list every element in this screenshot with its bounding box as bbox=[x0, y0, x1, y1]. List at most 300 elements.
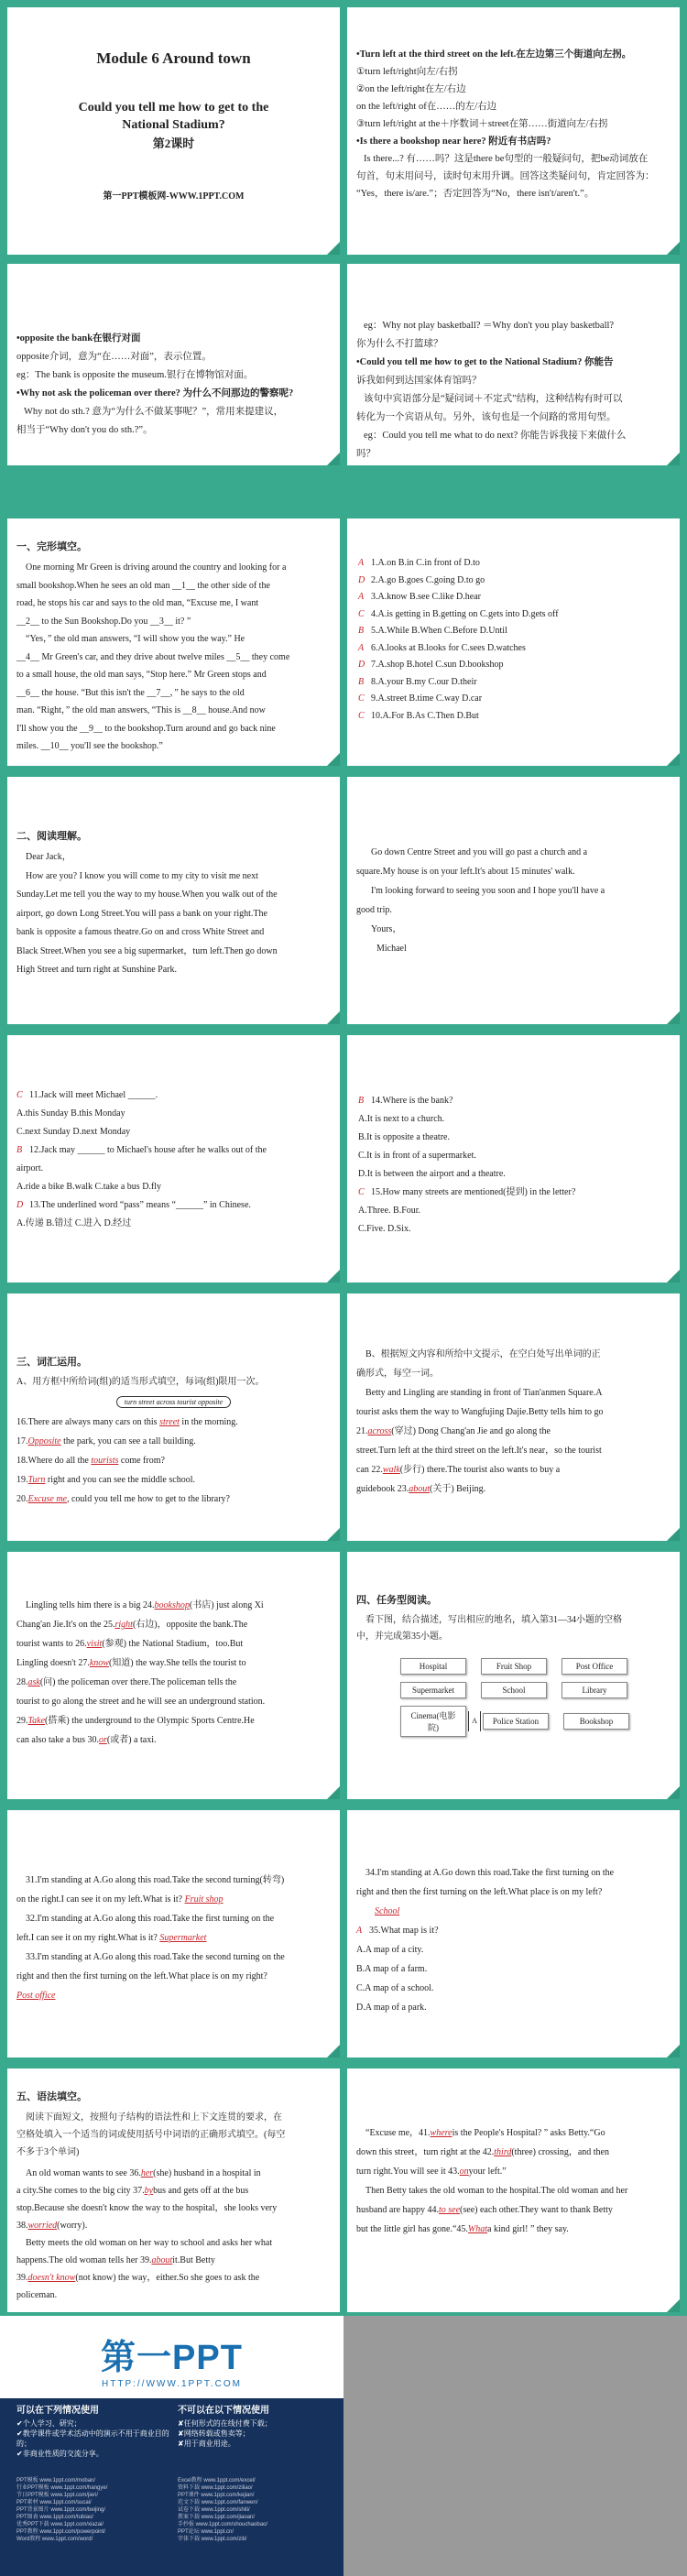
answer-letter: D bbox=[358, 660, 365, 670]
map-place: Fruit Shop bbox=[481, 1658, 547, 1675]
option-text: 3.A.know B.see C.like D.hear bbox=[371, 592, 481, 602]
q-text: (穿过) Dong Chang'an Jie and go along the bbox=[391, 1426, 551, 1436]
corner-decoration bbox=[327, 2045, 340, 2058]
slide-task-questions-2 bbox=[347, 1810, 680, 2058]
map-place: Cinema(电影院) bbox=[400, 1706, 466, 1737]
slide-grammar-fill-1 bbox=[7, 2068, 340, 2312]
q-line bbox=[16, 2165, 331, 2182]
footer-link[interactable]: 行业PPT模板 www.1ppt.com/hangye/ bbox=[16, 2485, 108, 2491]
question-line bbox=[358, 1220, 669, 1239]
passage-line: small bookshop.When he sees an old man __1__ the other side of the bbox=[16, 580, 270, 591]
q-line bbox=[16, 1634, 331, 1654]
q-text: Lingling tells him there is a big 24. bbox=[26, 1600, 155, 1610]
passage bbox=[7, 1552, 340, 1750]
footer-link[interactable]: PPT素材 www.1ppt.com/sucai/ bbox=[16, 2500, 92, 2505]
question-text: 11.Jack will meet Michael ______. bbox=[29, 1090, 158, 1100]
slide-task-questions-1 bbox=[7, 1810, 340, 2058]
question-line bbox=[16, 1086, 331, 1105]
map-diagram bbox=[393, 1654, 671, 1741]
note-line: opposite介词，意为“在……对面”，表示位置。 bbox=[16, 352, 212, 362]
usage-line: ✔非商业性质的交流分享。 bbox=[16, 2450, 104, 2458]
section-heading: 四、任务型阅读。 bbox=[356, 1595, 437, 1606]
option-row bbox=[358, 640, 669, 658]
vocab-b-content bbox=[347, 1293, 680, 1499]
section-heading: 二、阅读理解。 bbox=[16, 831, 87, 842]
letter-line: airport, go down Long Street.You will pass a bank on your right.The bbox=[16, 908, 267, 919]
footer-link[interactable]: 手抄报 www.1ppt.com/shouchaobao/ bbox=[178, 2522, 268, 2527]
letter-line: How are you? I know you will come to my city to visit me next bbox=[26, 870, 258, 881]
question-line bbox=[358, 1165, 669, 1184]
question-line bbox=[16, 1890, 331, 1909]
option-text: C.It is in front of a supermarket. bbox=[358, 1151, 476, 1161]
q-text: come from? bbox=[118, 1456, 165, 1466]
option-row bbox=[358, 691, 669, 708]
passage-line: __6__ the house. “But this isn't the __7__，” he says to the old bbox=[16, 687, 245, 698]
period-label: 第2课时 bbox=[152, 136, 195, 150]
notes-text bbox=[7, 264, 340, 440]
footer-slide bbox=[0, 2316, 344, 2576]
q-text: can also take a bus 30. bbox=[16, 1735, 99, 1745]
question-line bbox=[358, 1184, 669, 1202]
note-line: ①turn left/right向左/右拐 bbox=[356, 67, 458, 77]
question-line: 31.I'm standing at A.Go along this road.Take the second turning(转弯) bbox=[26, 1875, 285, 1885]
q-text: An old woman wants to see 36. bbox=[26, 2168, 141, 2178]
answer: or bbox=[98, 1735, 107, 1745]
passage-line: Betty and Lingling are standing in front of Tian'anmen Square.A bbox=[365, 1388, 603, 1398]
corner-decoration bbox=[327, 1270, 340, 1283]
q-text: (worry). bbox=[57, 2221, 88, 2231]
question-line: 33.I'm standing at A.Go along this road.Take the second turning on the bbox=[26, 1952, 285, 1962]
footer-link[interactable]: PPT模板 www.1ppt.com/moban/ bbox=[16, 2478, 96, 2483]
option-text: 7.A.shop B.hotel C.sun D.bookshop bbox=[371, 660, 504, 670]
footer-link[interactable]: 字体下载 www.1ppt.com/ziti/ bbox=[178, 2537, 247, 2542]
answer: about bbox=[151, 2255, 173, 2265]
vocab-questions bbox=[16, 1413, 331, 1509]
option-row bbox=[358, 555, 669, 573]
option-row bbox=[358, 708, 669, 726]
q-line bbox=[16, 2269, 331, 2287]
letter-line: square.My house is on your left.It's about 15 minutes' walk. bbox=[356, 867, 575, 877]
answer: across bbox=[367, 1426, 392, 1436]
questions bbox=[7, 1035, 340, 1233]
question-22 bbox=[356, 1460, 671, 1479]
question-17 bbox=[16, 1432, 331, 1451]
corner-decoration bbox=[667, 1011, 680, 1024]
answer-letter: D bbox=[358, 574, 365, 585]
brand-logo: 第一PPT bbox=[101, 2339, 243, 2377]
question-line bbox=[16, 1928, 331, 1948]
answer: know bbox=[89, 1658, 109, 1668]
option-row bbox=[358, 589, 669, 606]
question-line: right and then the first turning on the left.What place is on my left? bbox=[356, 1887, 603, 1897]
notes-text bbox=[347, 264, 680, 464]
option-row bbox=[358, 657, 669, 674]
answer: doesn't know bbox=[27, 2273, 76, 2283]
corner-decoration bbox=[667, 2299, 680, 2312]
option-text: 9.A.street B.time C.way D.car bbox=[371, 693, 483, 704]
q-line bbox=[356, 2123, 671, 2143]
answer: worried bbox=[27, 2221, 58, 2231]
note-line: eg：Why not play basketball? ＝Why don't you play basketball? bbox=[364, 321, 615, 331]
answer: about bbox=[409, 1484, 430, 1494]
note-line: ③turn left/right at the＋序数词＋street在第……街道向左/右拐 bbox=[356, 119, 608, 129]
answer-letter: B bbox=[16, 1145, 23, 1155]
passage-line: Betty meets the old woman on her way to school and asks her what bbox=[26, 2238, 273, 2248]
slide-notes-2 bbox=[7, 264, 340, 465]
answer: on bbox=[459, 2167, 469, 2177]
q-text: (see) each other.They want to thank Betty bbox=[460, 2205, 613, 2215]
q-text: 35.What map is it? bbox=[369, 1926, 439, 1936]
answer-letter: C bbox=[358, 608, 365, 619]
option-text: 2.A.go B.goes C.going D.to go bbox=[371, 574, 485, 585]
q-text: it.But Betty bbox=[172, 2255, 215, 2265]
letter-line: Black Street.When you see a big supermarket，turn left.Then go down bbox=[16, 945, 278, 956]
letter-line: Michael bbox=[376, 944, 407, 954]
q-text: Chang'an Jie.It's on the 25. bbox=[16, 1620, 115, 1630]
answer-letter: C bbox=[358, 693, 365, 704]
option-text: 10.A.For B.As C.Then D.But bbox=[371, 710, 479, 721]
task-questions bbox=[347, 1810, 680, 2017]
option-text: A.传递 B.错过 C.进入 D.经过 bbox=[16, 1218, 132, 1228]
option-row bbox=[358, 674, 669, 692]
answer: where bbox=[430, 2128, 453, 2138]
question-19 bbox=[16, 1470, 331, 1490]
section-heading: 五、语法填空。 bbox=[16, 2091, 87, 2102]
q-line bbox=[16, 1730, 331, 1750]
letter-line: Sunday.Let me tell you the way to my house.When you walk out of the bbox=[16, 890, 278, 900]
subtitle-line1: Could you tell me how to get to the bbox=[78, 101, 269, 115]
slide-vocab-b bbox=[347, 1293, 680, 1541]
answer-letter: A bbox=[358, 642, 365, 653]
answer-letter: C bbox=[358, 710, 365, 721]
usage-forbidden bbox=[178, 2406, 333, 2449]
question-23 bbox=[356, 1479, 671, 1499]
q-text: 20. bbox=[16, 1494, 28, 1504]
option-text: A.ride a bike B.walk C.take a bus D.fly bbox=[16, 1182, 162, 1192]
q-line bbox=[16, 1596, 331, 1615]
q-text: turn right.You will see it 43. bbox=[356, 2167, 460, 2177]
q-text: (she) husband in a hospital in bbox=[153, 2168, 261, 2178]
option-text: A.this Sunday B.this Monday bbox=[16, 1108, 125, 1119]
option-text: 1.A.on B.in C.in front of D.to bbox=[371, 558, 480, 568]
map-place: School bbox=[481, 1682, 547, 1698]
instruction: 阅读下面短文，按照句子结构的语法性和上下文连贯的要求，在 bbox=[26, 2112, 282, 2123]
answer: walk bbox=[382, 1465, 400, 1475]
option-text: D.A map of a park. bbox=[356, 2003, 427, 2013]
answer: Take bbox=[27, 1716, 46, 1726]
q-text: happens.The old woman tells her 39. bbox=[16, 2255, 152, 2265]
passage-line: to a small house, the old man says, “Stop here.” Mr Green stops and bbox=[16, 670, 267, 680]
usage-line: ✘网络转载或售卖等； bbox=[178, 2429, 250, 2438]
corner-decoration bbox=[667, 1786, 680, 1799]
answer: Turn bbox=[27, 1475, 46, 1485]
answer: Fruit shop bbox=[184, 1894, 224, 1905]
q-text: (搭乘) the underground to the Olympic Sports Centre.He bbox=[45, 1716, 255, 1726]
question-text: 14.Where is the bank? bbox=[371, 1096, 453, 1106]
answer: tourists bbox=[91, 1456, 119, 1466]
passage-line: __4__ Mr Green's car, and they drive about twelve miles __5__ they come bbox=[16, 651, 290, 662]
question-line bbox=[358, 1202, 669, 1220]
question-line bbox=[358, 1129, 669, 1147]
corner-decoration bbox=[667, 753, 680, 766]
q-line bbox=[356, 2200, 671, 2220]
grammar-content bbox=[7, 2068, 340, 2304]
slide-notes-1 bbox=[347, 7, 680, 255]
question-line bbox=[16, 1141, 331, 1160]
answer: What bbox=[467, 2224, 488, 2234]
answer-letter: A bbox=[358, 558, 365, 568]
q-text: (three) crossing，and then bbox=[511, 2147, 609, 2157]
letter-line: I'm looking forward to seeing you soon and I hope you'll have a bbox=[371, 886, 605, 896]
footer-link[interactable]: 教案下载 www.1ppt.com/jiaoan/ bbox=[178, 2515, 256, 2520]
q-text: 21. bbox=[356, 1426, 368, 1436]
footer-link[interactable]: PPT教程 www.1ppt.com/powerpoint/ bbox=[16, 2529, 106, 2535]
corner-decoration bbox=[327, 1528, 340, 1541]
note-line: •opposite the bank在银行对面 bbox=[16, 333, 141, 344]
question-21 bbox=[356, 1422, 671, 1441]
note-line: Why not do sth.? 意为“为什么不做某事呢？”，常用来提建议， bbox=[24, 407, 284, 417]
q-text: (步行) there.The tourist also wants to buy a bbox=[399, 1465, 561, 1475]
answer: School bbox=[375, 1906, 400, 1916]
answer: her bbox=[140, 2168, 154, 2178]
corner-decoration bbox=[667, 1528, 680, 1541]
q-text: (参观) the National Stadium，too.But bbox=[102, 1639, 244, 1649]
corner-decoration bbox=[327, 1011, 340, 1024]
instruction: 中，并完成第35小题。 bbox=[356, 1632, 448, 1642]
q-text: your left.” bbox=[468, 2167, 507, 2177]
question-line bbox=[358, 1110, 669, 1129]
brand-url[interactable]: HTTP://WWW.1PPT.COM bbox=[102, 2379, 242, 2389]
q-line bbox=[16, 2252, 331, 2269]
question-line bbox=[16, 1196, 331, 1215]
notes-text bbox=[347, 7, 680, 202]
question-line bbox=[358, 1092, 669, 1110]
q-text: the park, you can see a tall building. bbox=[60, 1436, 196, 1446]
answer-letter: B bbox=[358, 676, 365, 687]
letter-text bbox=[16, 848, 331, 980]
footer-link[interactable]: PPT图表 www.1ppt.com/tubiao/ bbox=[16, 2515, 94, 2520]
answer: third bbox=[494, 2147, 512, 2157]
question-line bbox=[16, 1160, 331, 1178]
note-line: •Turn left at the third street on the left.在左边第三个街道向左拐。 bbox=[356, 49, 632, 60]
answer-letter: A bbox=[358, 592, 365, 602]
q-text: (右边)，opposite the bank.The bbox=[132, 1620, 248, 1630]
slide-vocab-a bbox=[7, 1293, 340, 1541]
q-text: but the little girl has gone.“45. bbox=[356, 2224, 468, 2234]
note-line: 你为什么不打篮球？ bbox=[356, 339, 443, 349]
note-line: •Why not ask the policeman over there? 为什么不问那边的警察呢? bbox=[16, 388, 294, 398]
slide-title bbox=[7, 7, 340, 255]
answer: to see bbox=[438, 2205, 461, 2215]
question-line bbox=[16, 1215, 331, 1233]
map-place: Police Station bbox=[483, 1713, 549, 1730]
q-text: (关于) Beijing. bbox=[430, 1484, 486, 1494]
usage-line: ✔教学课件或学术活动中的演示不用于商业目的的； bbox=[16, 2429, 169, 2448]
slide-reading-letter-1 bbox=[7, 777, 340, 1024]
slide-reading-letter-2 bbox=[347, 777, 680, 1024]
footer-link[interactable]: PPT论坛 www.1ppt.cn/ bbox=[178, 2529, 234, 2535]
passage-line: street.Turn left at the third street on the left.It's near，so the tourist bbox=[356, 1446, 602, 1456]
passage-line: “Yes，” the old man answers, “I will show you the way.” He bbox=[26, 634, 245, 644]
slide-notes-3 bbox=[347, 264, 680, 465]
q-text: tourist wants to 26. bbox=[16, 1639, 87, 1649]
q-text: Lingling doesn't 27. bbox=[16, 1658, 90, 1668]
note-line: Is there...? 有……吗？这是there be句型的一般疑问句，把be动词放在 bbox=[364, 154, 649, 164]
section-heading: 三、词汇运用。 bbox=[16, 1357, 87, 1368]
question-line bbox=[356, 1902, 671, 1921]
instruction: 空格处填入一个适当的词或使用括号中词语的正确形式填空。(每空 bbox=[16, 2130, 286, 2140]
q-text: right and you can see the middle school. bbox=[45, 1475, 195, 1485]
option-row bbox=[358, 623, 669, 640]
footer-link[interactable]: 节日PPT模板 www.1ppt.com/jieri/ bbox=[16, 2493, 99, 2498]
q-text: 16.There are always many cars on this bbox=[16, 1417, 160, 1427]
question-text: 12.Jack may ______ to Michael's house after he walks out of the bbox=[29, 1145, 267, 1155]
reading-content bbox=[7, 777, 340, 980]
question-text: 15.How many streets are mentioned(提到) in the letter? bbox=[371, 1187, 576, 1197]
footer-link[interactable]: Excel教程 www.1ppt.com/excel/ bbox=[178, 2478, 256, 2483]
task-content bbox=[347, 1552, 680, 1741]
letter-text bbox=[347, 777, 680, 958]
question-line: 34.I'm standing at A.Go down this road.Take the first turning on the bbox=[365, 1868, 615, 1878]
letter-line: good trip. bbox=[356, 905, 392, 915]
module-title: Module 6 Around town bbox=[96, 49, 251, 67]
empty-gray-area bbox=[344, 2316, 687, 2576]
section-heading: 一、完形填空。 bbox=[16, 541, 87, 552]
usage-line: ✘任何形式的在线付费下载； bbox=[178, 2419, 272, 2428]
word-box: turn street across tourist opposite bbox=[116, 1396, 231, 1408]
footer-info-panel bbox=[0, 2398, 344, 2576]
passage-line: stop.Because she doesn't know the way to the hospital，she looks very bbox=[16, 2203, 278, 2213]
question-text: 13.The underlined word “pass” means “______” in Chinese. bbox=[29, 1200, 251, 1210]
q-text: “Excuse me，41. bbox=[365, 2128, 431, 2138]
grammar-text bbox=[347, 2068, 680, 2239]
cloze-content bbox=[7, 518, 340, 756]
question-16 bbox=[16, 1413, 331, 1432]
passage-line: __2__ to the Sun Bookshop.Do you __3__ it? ” bbox=[16, 616, 191, 627]
q-text: down this street，turn right at the 42. bbox=[356, 2147, 495, 2157]
footer-link[interactable]: 资料下载 www.1ppt.com/ziliao/ bbox=[178, 2485, 253, 2491]
answer-letter: A bbox=[356, 1926, 363, 1936]
question-line bbox=[16, 1986, 331, 2005]
note-line: “Yes，there is/are.”；否定回答为“No，there isn't/aren't.”。 bbox=[356, 189, 594, 199]
slide-vocab-b-cont bbox=[7, 1552, 340, 1799]
q-line bbox=[356, 2143, 671, 2162]
cloze-passage bbox=[16, 559, 331, 756]
answer: Excuse me bbox=[27, 1494, 67, 1504]
answer-letter: C bbox=[358, 1187, 365, 1197]
passage-line: policeman. bbox=[16, 2290, 58, 2300]
passage-line: One morning Mr Green is driving around the country and looking for a bbox=[26, 562, 287, 573]
map-place: Hospital bbox=[400, 1658, 466, 1675]
option-text: C.next Sunday D.next Monday bbox=[16, 1127, 131, 1137]
footer-link[interactable]: 试卷下载 www.1ppt.com/shiti/ bbox=[178, 2507, 250, 2513]
answer: ask bbox=[27, 1677, 40, 1687]
footer-link[interactable]: PPT背景图片 www.1ppt.com/beijing/ bbox=[16, 2507, 106, 2513]
answer: bookshop bbox=[154, 1600, 190, 1610]
footer-link[interactable]: Word教程 www.1ppt.com/word/ bbox=[16, 2537, 93, 2542]
option-text: C.Five. D.Six. bbox=[358, 1224, 411, 1234]
answer: Supermarket bbox=[159, 1933, 207, 1943]
q-text: left.I can see it on my right.What is it? bbox=[16, 1933, 160, 1943]
letter-line: Dear Jack， bbox=[26, 852, 71, 862]
note-line: 该句中宾语部分是“疑问词＋不定式”结构，这种结构有时可以 bbox=[364, 394, 623, 404]
footer-link[interactable]: 范文下载 www.1ppt.com/fanwen/ bbox=[178, 2500, 258, 2505]
option-text: D.It is between the airport and a theatre. bbox=[358, 1169, 506, 1179]
question-line bbox=[16, 1105, 331, 1123]
instruction: A、用方框中所给词(组)的适当形式填空，每词(组)限用一次。 bbox=[16, 1377, 265, 1387]
q-text: 17. bbox=[16, 1436, 28, 1446]
instruction: 确形式，每空一词。 bbox=[356, 1369, 439, 1379]
map-place: Supermarket bbox=[400, 1682, 466, 1698]
note-line: 吗？ bbox=[356, 449, 376, 459]
slide-grammar-fill-2 bbox=[347, 2068, 680, 2312]
map-place: Library bbox=[562, 1682, 627, 1698]
answer: visit bbox=[86, 1639, 103, 1649]
slide-cloze-passage bbox=[7, 518, 340, 766]
passage-line: I'll show you the __9__ to the bookshop.Turn around and go back nine bbox=[16, 723, 276, 734]
usage-line: ✔个人学习、研究； bbox=[16, 2419, 82, 2428]
question-line bbox=[16, 1123, 331, 1141]
answer-letter: B bbox=[358, 626, 365, 636]
q-text: (知道) the way.She tells the tourist to bbox=[108, 1658, 246, 1668]
q-text: (或者) a taxi. bbox=[106, 1735, 157, 1745]
option-row bbox=[358, 573, 669, 590]
option-text: 4.A.is getting in B.getting on C.gets into D.gets off bbox=[371, 608, 559, 619]
vocab-content bbox=[7, 1293, 340, 1509]
corner-decoration bbox=[667, 2045, 680, 2058]
passage-line: miles. __10__ you'll see the bookshop.” bbox=[16, 741, 163, 751]
q-text: 19. bbox=[16, 1475, 28, 1485]
option-text: B.A map of a farm. bbox=[356, 1964, 428, 1974]
q-line bbox=[16, 1615, 331, 1634]
answer: Opposite bbox=[27, 1436, 61, 1446]
question-line: 32.I'm standing at A.Go along this road.Take the first turning on the bbox=[26, 1914, 275, 1924]
q-text: can 22. bbox=[356, 1465, 383, 1475]
q-line bbox=[356, 2220, 671, 2239]
links-left bbox=[16, 2477, 172, 2543]
answer: Post office bbox=[16, 1991, 56, 2001]
q-text: in the morning. bbox=[179, 1417, 238, 1427]
instruction: B、根据短文内容和所给中文提示，在空白处写出单词的正 bbox=[365, 1349, 601, 1359]
q-text: on the right.I can see it on my left.What is it? bbox=[16, 1894, 185, 1905]
questions bbox=[347, 1035, 680, 1239]
footer-link[interactable]: 优秀PPT下载 www.1ppt.com/xiazai/ bbox=[16, 2522, 104, 2527]
slide-cloze-options bbox=[347, 518, 680, 766]
corner-decoration bbox=[667, 453, 680, 465]
usage-forbidden-title: 不可以在以下情况使用 bbox=[178, 2406, 269, 2416]
answer-letter: D bbox=[16, 1200, 24, 1210]
q-text: 28. bbox=[16, 1677, 28, 1687]
links-right bbox=[178, 2477, 333, 2543]
passage-line: road, he stops his car and says to the old man, “Excuse me, I want bbox=[16, 598, 259, 608]
lesson-subtitle bbox=[7, 99, 340, 134]
corner-decoration bbox=[667, 1270, 680, 1283]
note-line: •Could you tell me how to get to the National Stadium? 你能告 bbox=[356, 357, 614, 367]
question-line: right and then the first turning on the left.What place is on my right? bbox=[16, 1971, 267, 1981]
usage-line: ✘用于商业用途。 bbox=[178, 2440, 235, 2448]
corner-decoration bbox=[327, 753, 340, 766]
note-line: 转化为一个宾语从句。另外，该句也是一个问路的常用句型。 bbox=[356, 412, 616, 422]
slide-task-reading-map bbox=[347, 1552, 680, 1799]
option-text: A.Three. B.Four. bbox=[358, 1206, 421, 1216]
map-place: Bookshop bbox=[563, 1713, 629, 1730]
note-line: 句首，句末用问号，读时句末用升调。回答这类疑问句，肯定回答为： bbox=[356, 171, 655, 181]
q-text: (not know) the way，either.So she goes to ask the bbox=[75, 2273, 260, 2283]
footer-link[interactable]: PPT课件 www.1ppt.com/kejian/ bbox=[178, 2493, 255, 2498]
q-line bbox=[16, 2182, 331, 2199]
note-line: 诉我如何到达国家体育馆吗？ bbox=[356, 376, 482, 386]
answer: street bbox=[159, 1417, 180, 1427]
